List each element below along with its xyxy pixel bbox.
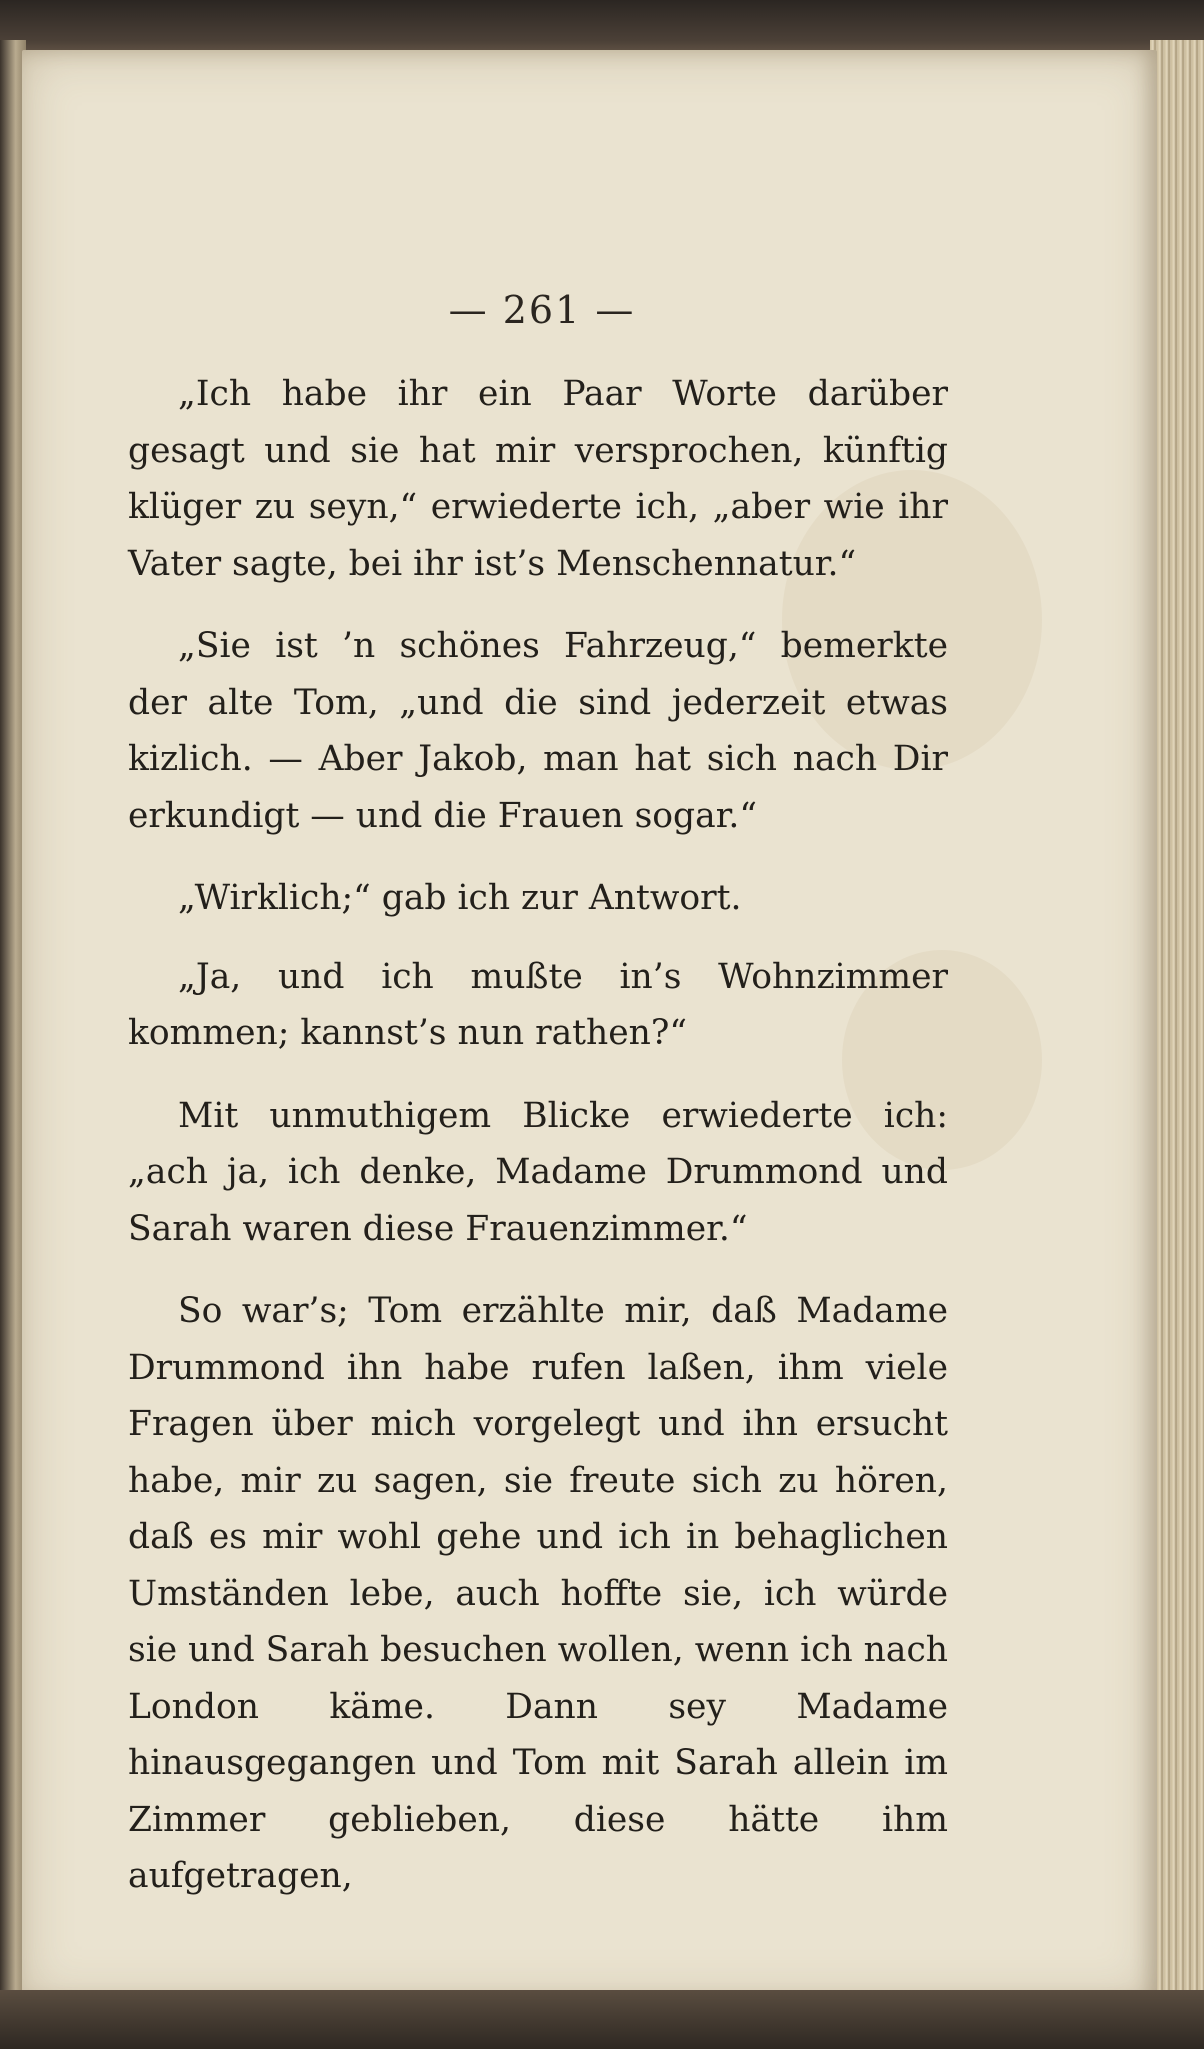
paragraph: So war’s; Tom erzählte mir, daß Madame Drummond ihn habe rufen laßen, ihm viele Fragen über mich vorgelegt und ihn ersucht habe, mir zu sagen, sie freute sich zu hören, daß es mir wohl gehe und ich in behaglichen Umständen lebe, auch hoffte sie, ich würde sie und Sarah besuchen wollen, wenn ich nach London käme. Dann sey Madame hinausgegangen und Tom mit Sarah allein im Zimmer geblieben, diese hätte ihm aufgetragen, (128, 1291, 948, 1896)
paragraph: „Sie ist ’n schönes Fahrzeug,“ bemerkte der alte Tom, „und die sind jederzeit etwas kizlich. — Aber Jakob, man hat sich nach Dir erkundigt — und die Frauen sogar.“ (128, 626, 948, 836)
paragraph: „Ich habe ihr ein Paar Worte darüber gesagt und sie hat mir versprochen, künftig klüger zu seyn,“ erwiederte ich, „aber wie ihr Vater sagte, bei ihr ist’s Menschennatur.“ (128, 374, 948, 584)
paragraph: „Wirklich;“ gab ich zur Antwort. (178, 878, 742, 918)
book-bottom-edge (0, 1990, 1204, 2049)
page-number: — 261 — (448, 288, 636, 332)
body-text (128, 366, 948, 1931)
book-page (22, 50, 1157, 2002)
paragraph: Mit unmuthigem Blicke erwiederte ich: „ach ja, ich denke, Madame Drummond und Sarah waren diese Frauenzimmer.“ (128, 1095, 948, 1249)
paragraph: „Ja, und ich mußte in’s Wohnzimmer kommen; kannst’s nun rathen?“ (128, 956, 948, 1053)
right-page-stack (1150, 40, 1204, 2005)
